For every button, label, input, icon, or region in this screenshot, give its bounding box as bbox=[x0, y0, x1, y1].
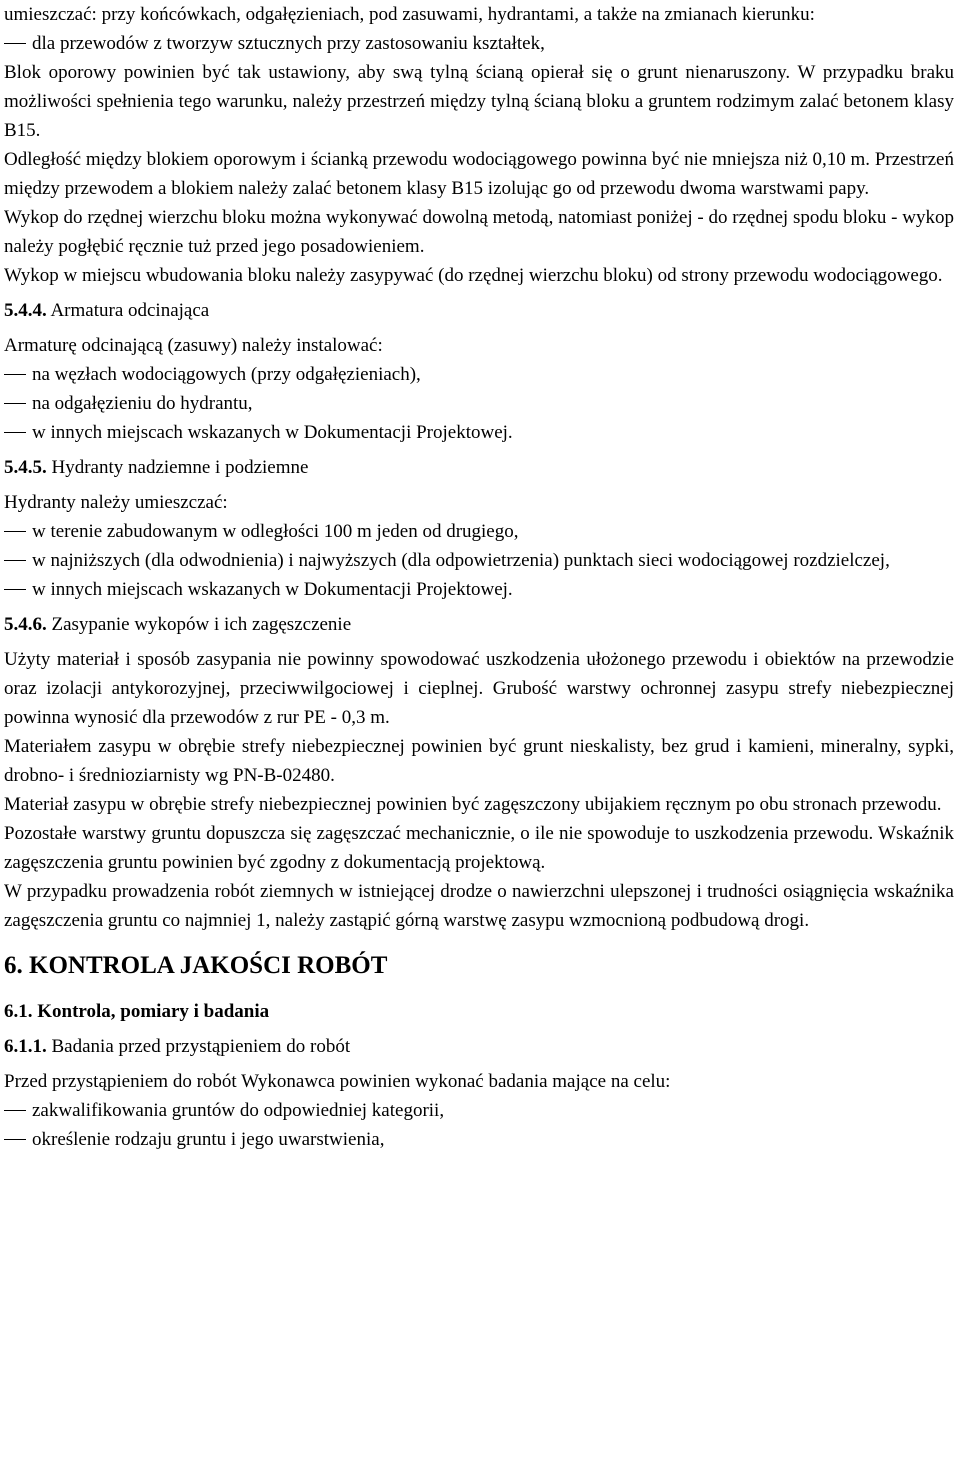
section-heading-5-4-5 bbox=[4, 453, 954, 482]
list-item: zakwalifikowania gruntów do odpowiedniej kategorii, bbox=[4, 1096, 954, 1125]
paragraph: Wykop w miejscu wbudowania bloku należy zasypywać (do rzędnej wierzchu bloku) od strony przewodu wodociągowego. bbox=[4, 265, 943, 286]
section-number: 5.4.6. bbox=[4, 614, 47, 635]
section-number: 5.4.4. bbox=[4, 300, 47, 321]
list-item: dla przewodów z tworzyw sztucznych przy zastosowaniu kształtek, bbox=[4, 29, 954, 58]
section-title: Zasypanie wykopów i ich zagęszczenie bbox=[51, 614, 352, 635]
section-number: 6.1.1. bbox=[4, 1036, 47, 1057]
section-heading-5-4-6 bbox=[4, 610, 954, 639]
section-heading-6-1-1 bbox=[4, 1032, 954, 1061]
list-item: w terenie zabudowanym w odległości 100 m jeden od drugiego, bbox=[4, 517, 954, 546]
section-title: Badania przed przystąpieniem do robót bbox=[51, 1036, 351, 1057]
list-item: na węzłach wodociągowych (przy odgałęzieniach), bbox=[4, 360, 954, 389]
list-item: w innych miejscach wskazanych w Dokumentacji Projektowej. bbox=[4, 418, 954, 447]
paragraph-intro: Armaturę odcinającą (zasuwy) należy instalować: bbox=[4, 335, 383, 356]
section-heading-6-1: 6.1. Kontrola, pomiary i badania bbox=[4, 1001, 270, 1022]
paragraph-intro: Hydranty należy umieszczać: bbox=[4, 492, 228, 513]
paragraph-intro: umieszczać: przy końcówkach, odgałęzieniach, pod zasuwami, hydrantami, a także na zmianach kierunku: bbox=[4, 4, 815, 25]
list-item: na odgałęzieniu do hydrantu, bbox=[4, 389, 954, 418]
section-title: Armatura odcinająca bbox=[50, 300, 210, 321]
paragraph: W przypadku prowadzenia robót ziemnych w istniejącej drodze o nawierzchni ulepszonej i trudności osiągnięcia wskaźnika zagęszczenia gruntu co najmniej 1, należy zastąpić górną warstwę zasypu wzmocnioną podbudową drogi. bbox=[4, 881, 954, 931]
list-item: w innych miejscach wskazanych w Dokumentacji Projektowej. bbox=[4, 575, 954, 604]
paragraph: Wykop do rzędnej wierzchu bloku można wykonywać dowolną metodą, natomiast poniżej - do rzędnej spodu bloku - wykop należy pogłębić ręcznie tuż przed jego posadowieniem. bbox=[4, 207, 954, 257]
paragraph: Materiał zasypu w obrębie strefy niebezpiecznej powinien być zagęszczony ubijakiem ręcznym po obu stronach przewodu. bbox=[4, 794, 942, 815]
list-item: w najniższych (dla odwodnienia) i najwyższych (dla odpowietrzenia) punktach sieci wodociągowej rozdzielczej, bbox=[4, 546, 954, 575]
section-heading-5-4-4 bbox=[4, 296, 954, 325]
chapter-heading: 6. KONTROLA JAKOŚCI ROBÓT bbox=[4, 952, 388, 979]
section-number: 5.4.5. bbox=[4, 457, 47, 478]
paragraph: Pozostałe warstwy gruntu dopuszcza się zagęszczać mechanicznie, o ile nie spowoduje to uszkodzenia przewodu. Wskaźnik zagęszczenia gruntu powinien być zgodny z dokumentacją projektową. bbox=[4, 823, 954, 873]
paragraph: Blok oporowy powinien być tak ustawiony, aby swą tylną ścianą opierał się o grunt nienaruszony. W przypadku braku możliwości spełnienia tego warunku, należy przestrzeń między tylną ścianą bloku a gruntem rodzimym zalać betonem klasy B15. bbox=[4, 62, 954, 141]
list-item: określenie rodzaju gruntu i jego uwarstwienia, bbox=[4, 1125, 954, 1154]
paragraph: Użyty materiał i sposób zasypania nie powinny spowodować uszkodzenia ułożonego przewodu i obiektów na przewodzie oraz izolacji antykorozyjnej, przeciwwilgociowej i cieplnej. Grubość warstwy ochronnej zasypu strefy niebezpiecznej powinna wynosić dla przewodów z rur PE - 0,3 m. bbox=[4, 649, 954, 728]
paragraph-intro: Przed przystąpieniem do robót Wykonawca powinien wykonać badania mające na celu: bbox=[4, 1071, 671, 1092]
paragraph: Materiałem zasypu w obrębie strefy niebezpiecznej powinien być grunt nieskalisty, bez grud i kamieni, mineralny, sypki, drobno- i średnioziarnisty wg PN-B-02480. bbox=[4, 736, 954, 786]
paragraph: Odległość między blokiem oporowym i ścianką przewodu wodociągowego powinna być nie mniejsza niż 0,10 m. Przestrzeń między przewodem a blokiem należy zalać betonem klasy B15 izolując go od przewodu dwoma warstwami papy. bbox=[4, 149, 954, 199]
section-title: Hydranty nadziemne i podziemne bbox=[51, 457, 309, 478]
